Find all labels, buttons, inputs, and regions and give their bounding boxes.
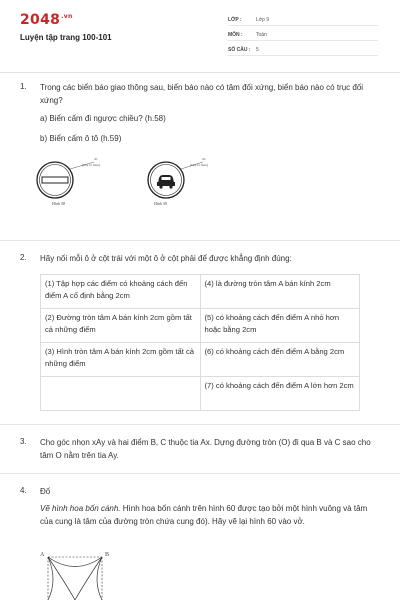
q4-number: 4. <box>20 486 27 495</box>
meta-value: 5 <box>256 47 259 53</box>
point-b-label: B <box>105 552 110 558</box>
q4-text-rest: Hình hoa bốn cánh trên hình 60 được tạo bởi một hình vuông và tâm của cung là tâm của đường tròn chứa cung đó). Hãy vẽ lại hình 60 vào vở. <box>40 504 368 526</box>
fig58-note: (hãy tô màu) <box>82 163 100 167</box>
section-divider <box>0 424 400 425</box>
table-row <box>41 377 360 411</box>
q4-text <box>40 502 380 528</box>
right-cell: (4) là đường tròn tâm A bán kính 2cm <box>200 275 360 309</box>
fig58-label: đỏ <box>94 157 98 161</box>
fig59-caption: Hình 59 <box>154 201 167 206</box>
meta-label: LỚP : <box>228 17 242 23</box>
fig59-label: đỏ <box>202 157 206 161</box>
site-logo[interactable] <box>20 12 73 28</box>
meta-label: MÔN : <box>228 32 243 38</box>
left-cell: (1) Tập hợp các điểm có khoảng cách đến điểm A cố định bằng 2cm <box>41 275 201 309</box>
meta-value: Toán <box>256 32 267 38</box>
right-cell: (5) có khoảng cách đến điểm A nhỏ hơn hoặc bằng 2cm <box>200 309 360 343</box>
section-divider <box>0 240 400 241</box>
logo-text: 2048 <box>20 12 61 28</box>
q3-text: Cho góc nhọn xAy và hai điểm B, C thuộc tia Ax. Dựng đường tròn (O) đi qua B và C sao cho tâm O nằm trên tia Ay. <box>40 438 371 460</box>
table-row <box>41 343 360 377</box>
right-cell: (7) có khoảng cách đến điểm A lớn hơn 2cm <box>200 377 360 411</box>
meta-value: Lớp 9 <box>256 17 270 23</box>
left-cell: (2) Đường tròn tâm A bán kính 2cm gồm tất cả những điểm <box>41 309 201 343</box>
logo-tld: .vn <box>61 13 73 21</box>
q4-heading: Đố <box>40 487 51 496</box>
meta-class <box>228 14 378 26</box>
meta-subject <box>228 29 378 41</box>
fig59-note: (hãy tô màu) <box>190 163 208 167</box>
q1-number: 1. <box>20 82 27 91</box>
page-header <box>0 0 400 74</box>
page-title: Luyện tập trang 100-101 <box>20 33 112 42</box>
fig58-caption: Hình 58 <box>52 201 65 206</box>
q1-option-a: a) Biển cấm đi ngược chiều? (h.58) <box>40 114 166 123</box>
meta-label: SỐ CÂU : <box>228 47 251 53</box>
table-row <box>41 309 360 343</box>
figure-58-no-entry-sign <box>30 152 130 212</box>
point-a-label: A <box>40 552 45 558</box>
q3-number: 3. <box>20 437 27 446</box>
meta-count <box>228 44 378 56</box>
right-cell: (6) có khoảng cách đến điểm A bằng 2cm <box>200 343 360 377</box>
figure-60-four-petal-flower <box>36 550 126 600</box>
q1-option-b: b) Biển cấm ô tô (h.59) <box>40 134 122 143</box>
q4-text-italic: Vẽ hình hoa bốn cánh. <box>40 504 121 513</box>
q2-number: 2. <box>20 253 27 262</box>
table-row <box>41 275 360 309</box>
left-cell <box>41 377 201 411</box>
matching-table <box>40 274 360 411</box>
q1-text: Trong các biển báo giao thông sau, biển báo nào có tâm đối xứng, biển báo nào có trục đối xứng? <box>40 83 364 105</box>
left-cell: (3) Hình tròn tâm A bán kính 2cm gồm tất cả những điểm <box>41 343 201 377</box>
header-divider <box>0 72 400 73</box>
q2-text: Hãy nối mỗi ô ở cột trái với một ô ở cột phải để được khẳng định đúng: <box>40 254 292 263</box>
section-divider <box>0 473 400 474</box>
